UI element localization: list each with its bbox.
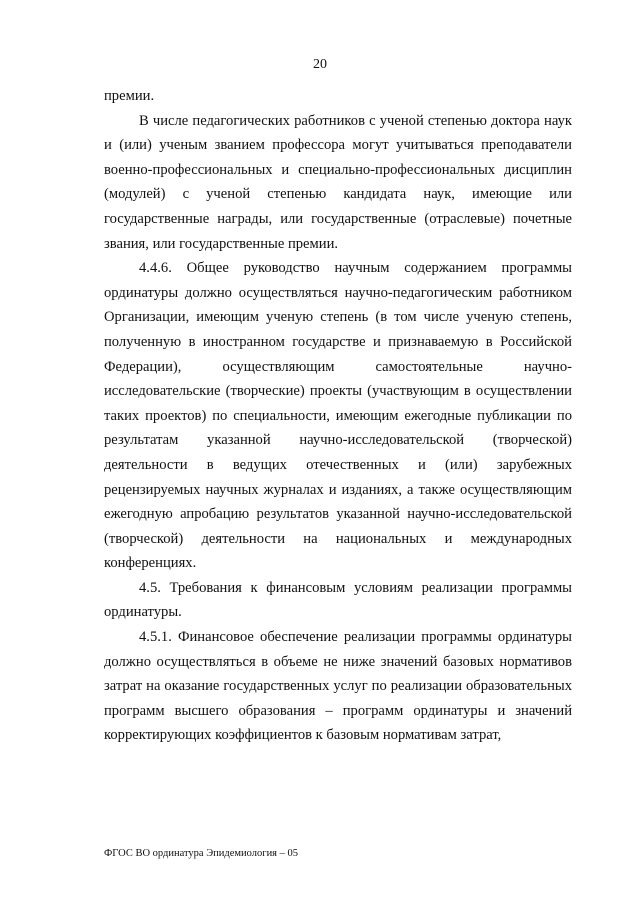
paragraph-teachers: В числе педагогических работников с ученой степенью доктора наук и (или) ученым званием профессора могут учитываться преподаватели военно-профессиональных и специально-профессиональных дисциплин (модулей) с ученой степенью кандидата наук, имеющие или государственные награды, или государственные (отраслевые) почетные звания, или государственные премии.	[104, 112, 572, 252]
paragraph-4-5-1: 4.5.1. Финансовое обеспечение реализации программы ординатуры должно осуществляться в объеме не ниже значений базовых нормативов затрат на оказание государственных услуг по реализации образовательных программ высшего образования – программ ординатуры и значений корректирующих коэффициентов к базовым нормативам затрат,	[104, 629, 572, 744]
paragraph-4-4-6: 4.4.6. Общее руководство научным содержанием программы ординатуры должно осуществляться научно-педагогическим работником Организации, имеющим ученую степень (в том числе ученую степень, полученную в иностранном государстве и признаваемую в Российской Федерации), осуществляющим самостоятельные научно-исследовательские (творческие) проекты (участвующим в осуществлении таких проектов) по специальности, имеющим ежегодные публикации по результатам указанной научно-исследовательской (творческой) деятельности в ведущих отечественных и (или) зарубежных рецензируемых научных журналах и изданиях, а также осуществляющим ежегодную апробацию результатов указанной научно-исследовательской (творческой) деятельности на национальных и международных конференциях.	[104, 260, 572, 572]
page-number: 20	[313, 57, 327, 72]
paragraph-continuation: премии.	[104, 88, 155, 104]
body-text	[104, 84, 572, 748]
footer-document-id: ФГОС ВО ординатура Эпидемиология – 05	[104, 848, 299, 859]
paragraph-4-5: 4.5. Требования к финансовым условиям реализации программы ординатуры.	[104, 579, 572, 621]
